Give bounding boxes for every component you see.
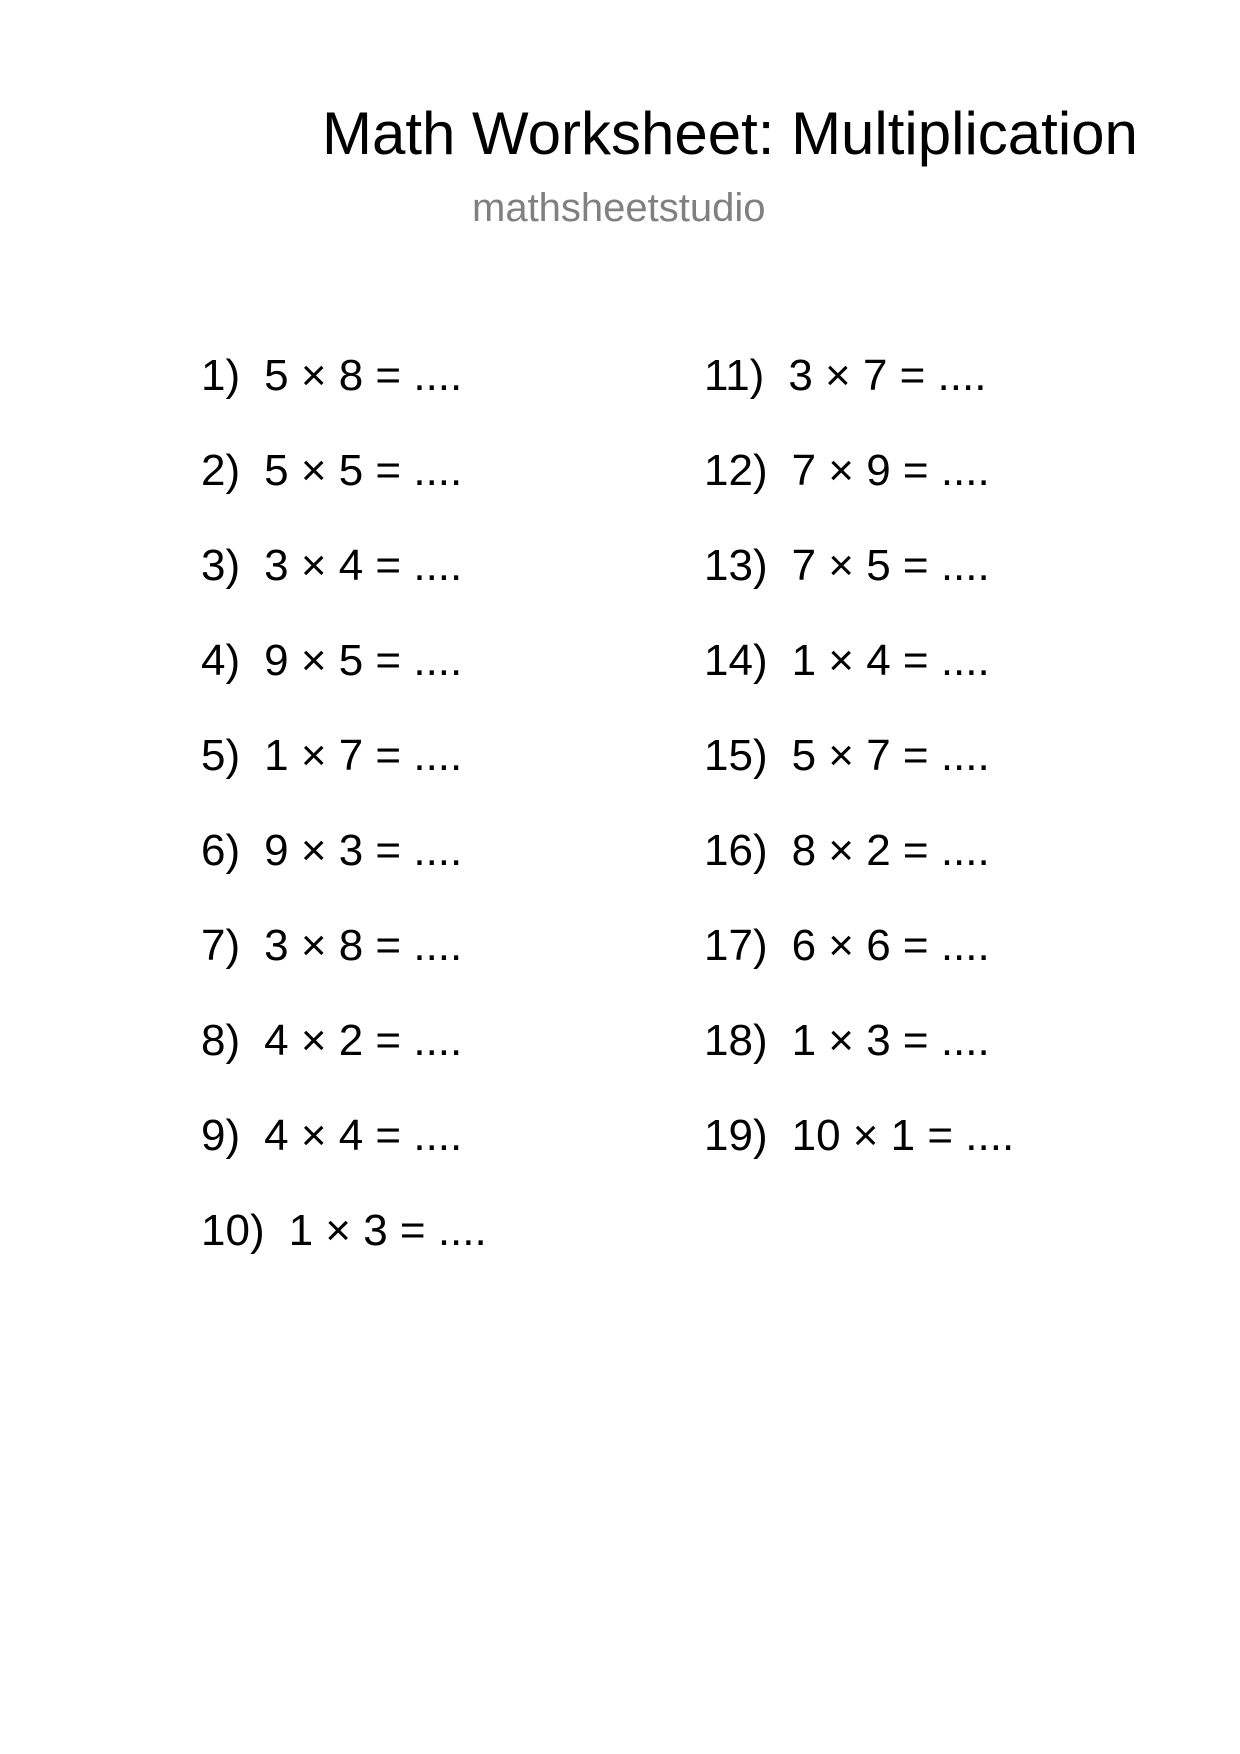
problem-9	[201, 1110, 487, 1205]
problem-expression: 6 × 6 = ....	[791, 921, 990, 970]
problem-expression: 3 × 8 = ....	[264, 921, 463, 970]
problem-expression: 7 × 9 = ....	[791, 446, 990, 495]
problem-number: 15)	[704, 731, 768, 780]
problem-number: 4)	[201, 636, 241, 685]
problem-15	[704, 730, 1014, 825]
page-subtitle: mathsheetstudio	[472, 186, 766, 230]
problem-8	[201, 1015, 487, 1110]
problem-expression: 7 × 5 = ....	[791, 541, 990, 590]
problem-number: 17)	[704, 921, 768, 970]
problem-16	[704, 825, 1014, 920]
problem-13	[704, 540, 1014, 635]
problem-4	[201, 635, 487, 730]
problem-column-right	[704, 350, 1014, 1205]
problem-2	[201, 445, 487, 540]
problem-number: 7)	[201, 921, 241, 970]
problem-17	[704, 920, 1014, 1015]
problem-expression: 4 × 2 = ....	[264, 1016, 463, 1065]
problem-number: 1)	[201, 351, 241, 400]
problem-expression: 4 × 4 = ....	[264, 1111, 463, 1160]
problem-7	[201, 920, 487, 1015]
problem-expression: 8 × 2 = ....	[791, 826, 990, 875]
problem-14	[704, 635, 1014, 730]
problem-expression: 1 × 4 = ....	[791, 636, 990, 685]
problem-number: 13)	[704, 541, 768, 590]
problem-number: 14)	[704, 636, 768, 685]
problem-1	[201, 350, 487, 445]
page-title: Math Worksheet: Multiplication	[322, 100, 1138, 167]
problem-5	[201, 730, 487, 825]
problem-expression: 5 × 5 = ....	[264, 446, 463, 495]
problem-expression: 5 × 8 = ....	[264, 351, 463, 400]
problem-11	[704, 350, 1014, 445]
problem-19	[704, 1110, 1014, 1205]
problem-number: 19)	[704, 1111, 768, 1160]
problem-expression: 9 × 3 = ....	[264, 826, 463, 875]
problem-number: 10)	[201, 1206, 265, 1255]
problem-12	[704, 445, 1014, 540]
problem-number: 6)	[201, 826, 241, 875]
problem-number: 12)	[704, 446, 768, 495]
problem-3	[201, 540, 487, 635]
problem-expression: 1 × 3 = ....	[791, 1016, 990, 1065]
problem-number: 5)	[201, 731, 241, 780]
problem-expression: 1 × 3 = ....	[288, 1206, 487, 1255]
problem-number: 16)	[704, 826, 768, 875]
problem-number: 2)	[201, 446, 241, 495]
problem-number: 9)	[201, 1111, 241, 1160]
problem-number: 18)	[704, 1016, 768, 1065]
problem-18	[704, 1015, 1014, 1110]
problem-10	[201, 1205, 487, 1300]
problem-6	[201, 825, 487, 920]
problem-expression: 1 × 7 = ....	[264, 731, 463, 780]
problem-column-left	[201, 350, 487, 1300]
problem-number: 3)	[201, 541, 241, 590]
problem-number: 8)	[201, 1016, 241, 1065]
problem-expression: 3 × 7 = ....	[788, 351, 987, 400]
problem-expression: 9 × 5 = ....	[264, 636, 463, 685]
problem-number: 11)	[704, 351, 765, 400]
problem-expression: 5 × 7 = ....	[791, 731, 990, 780]
problem-expression: 3 × 4 = ....	[264, 541, 463, 590]
problem-expression: 10 × 1 = ....	[791, 1111, 1015, 1160]
